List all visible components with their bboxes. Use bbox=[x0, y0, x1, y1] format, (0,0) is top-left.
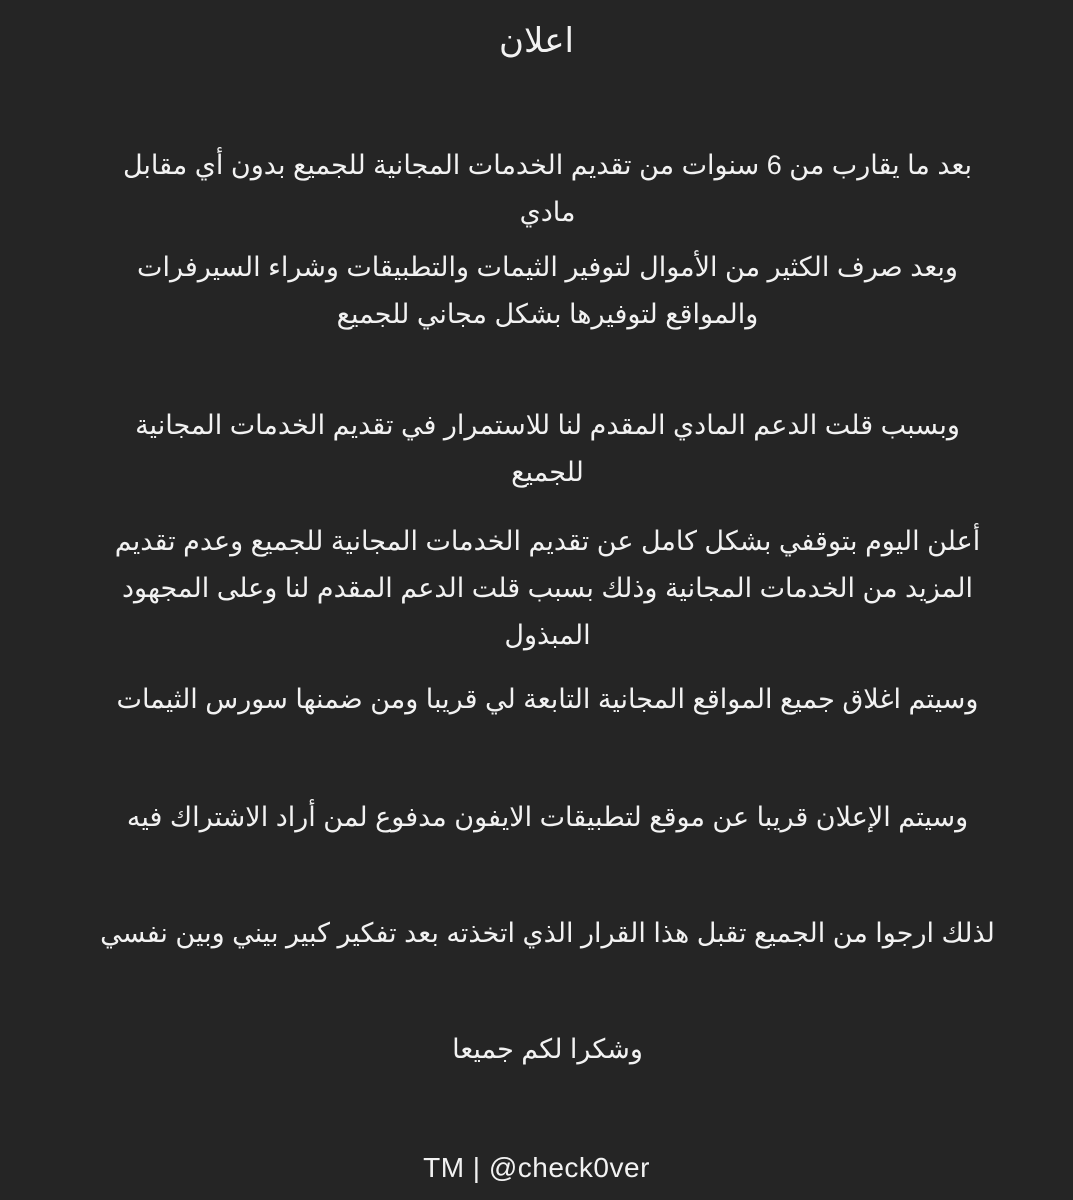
announcement-title: اعلان bbox=[499, 22, 574, 60]
paragraph-5: وسيتم اغلاق جميع المواقع المجانية التابعة لي قريبا ومن ضمنها سورس الثيمات bbox=[116, 684, 979, 714]
paragraph-1: بعد ما يقارب من 6 سنوات من تقديم الخدمات المجانية للجميع بدون أي مقابل مادي bbox=[122, 150, 973, 227]
footer-signature: TM | @check0ver bbox=[423, 1152, 650, 1183]
paragraph-6: وسيتم الإعلان قريبا عن موقع لتطبيقات الايفون مدفوع لمن أراد الاشتراك فيه bbox=[126, 802, 969, 832]
paragraph-7: لذلك ارجوا من الجميع تقبل هذا القرار الذي اتخذته بعد تفكير كبير بيني وبين نفسي bbox=[100, 918, 995, 948]
paragraph-3: وبسبب قلت الدعم المادي المقدم لنا للاستمرار في تقديم الخدمات المجانية للجميع bbox=[135, 410, 960, 487]
paragraph-8: وشكرا لكم جميعا bbox=[452, 1034, 643, 1064]
paragraph-4: أعلن اليوم بتوقفي بشكل كامل عن تقديم الخدمات المجانية للجميع وعدم تقديم المزيد من الخدمات المجانية وذلك بسبب قلت الدعم المقدم لنا وعلى المجهود المبذول bbox=[114, 526, 981, 650]
paragraph-2: وبعد صرف الكثير من الأموال لتوفير الثيمات والتطبيقات وشراء السيرفرات والمواقع لتوفيرها بشكل مجاني للجميع bbox=[137, 252, 958, 329]
